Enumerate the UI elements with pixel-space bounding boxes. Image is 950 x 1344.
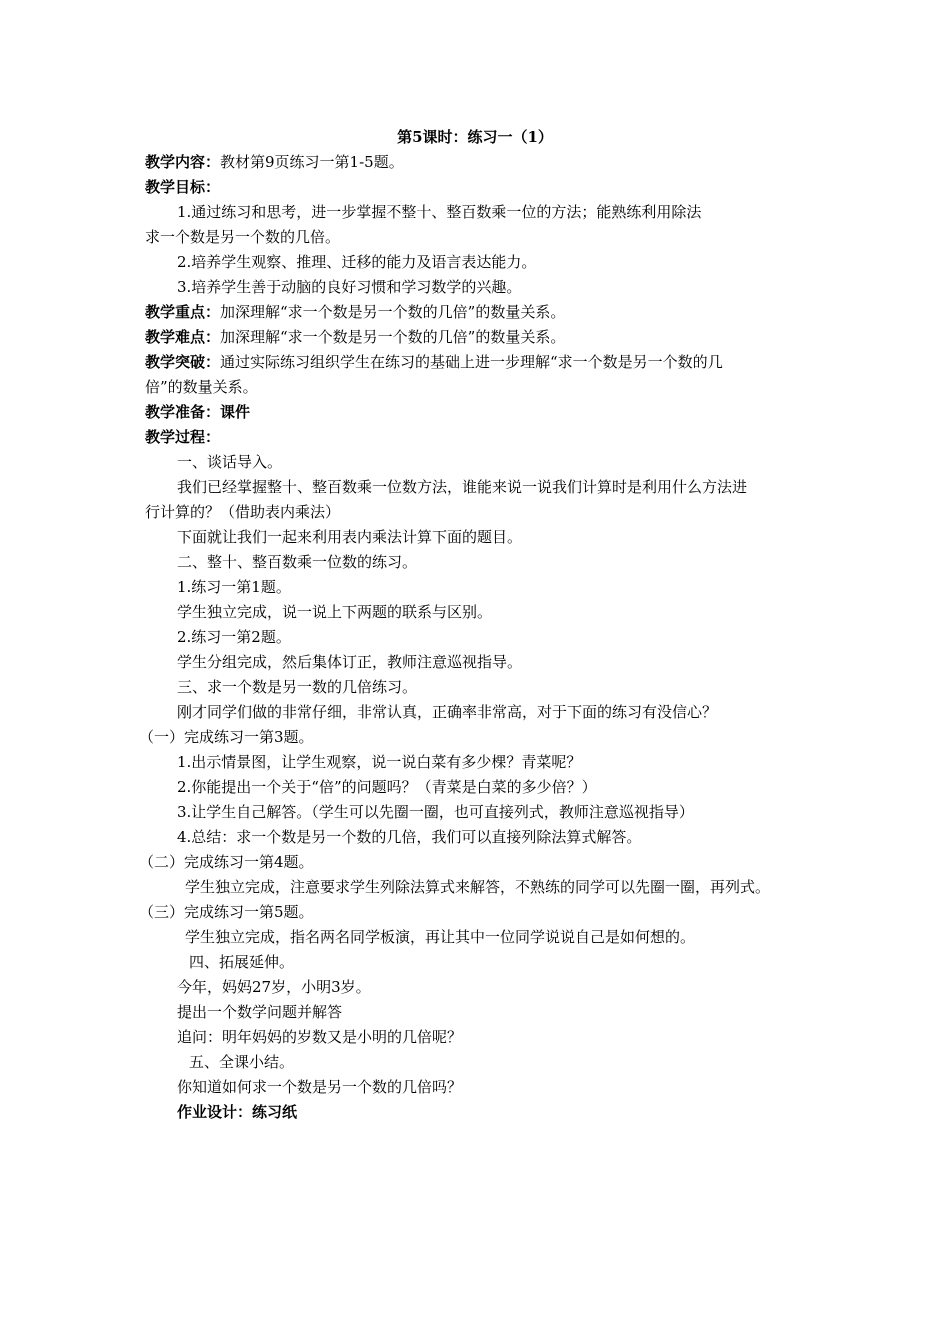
process-line: 3.让学生自己解答。（学生可以先圈一圈，也可直接列式，教师注意巡视指导） <box>177 803 694 821</box>
process-line: 1.练习一第1题。 <box>177 578 291 596</box>
lesson-title: 第5课时：练习一（1） <box>397 128 553 146</box>
difficulty-label: 教学难点： <box>145 328 221 346</box>
difficulty-row <box>145 325 825 350</box>
homework-text: 练习纸 <box>252 1103 298 1121</box>
process-line: 学生独立完成，注意要求学生列除法算式来解答，不熟练的同学可以先圈一圈，再列式。 <box>185 878 771 896</box>
key-point-row <box>145 300 825 325</box>
homework-row <box>145 1100 825 1125</box>
process-line: 1.出示情景图，让学生观察，说一说白菜有多少棵？青菜呢？ <box>177 753 582 771</box>
objectives-label: 教学目标： <box>145 178 221 196</box>
process-line: 四、拓展延伸。 <box>189 953 295 971</box>
process-line: （一）完成练习一第3题。 <box>139 728 314 746</box>
content-text: 教材第9页练习一第1-5题。 <box>220 153 404 171</box>
process-row <box>145 425 825 450</box>
process-line: 你知道如何求一个数是另一个数的几倍吗？ <box>177 1078 463 1096</box>
process-line: 我们已经掌握整十、整百数乘一位数方法，谁能来说一说我们计算时是利用什么方法进 <box>177 478 748 496</box>
process-line: 刚才同学们做的非常仔细，非常认真，正确率非常高，对于下面的练习有没信心？ <box>177 703 718 721</box>
breakthrough-label: 教学突破： <box>145 353 221 371</box>
key-point-label: 教学重点： <box>145 303 221 321</box>
process-line: 4.总结：求一个数是另一个数的几倍，我们可以直接列除法算式解答。 <box>177 828 642 846</box>
process-line: （三）完成练习一第5题。 <box>139 903 314 921</box>
process-line: 学生独立完成，指名两名同学板演，再让其中一位同学说说自己是如何想的。 <box>185 928 696 946</box>
process-line: 下面就让我们一起来利用表内乘法计算下面的题目。 <box>177 528 523 546</box>
process-line: 2.你能提出一个关于“倍”的问题吗？（青菜是白菜的多少倍？） <box>177 778 597 796</box>
preparation-label: 教学准备： <box>145 403 221 421</box>
preparation-row <box>145 400 825 425</box>
content-label: 教学内容： <box>145 153 221 171</box>
objective-1-line-1: 1.通过练习和思考，进一步掌握不整十、整百数乘一位的方法；能熟练利用除法 <box>177 203 702 221</box>
objective-1-line-2: 求一个数是另一个数的几倍。 <box>145 228 341 246</box>
process-line: 今年，妈妈27岁，小明3岁。 <box>177 978 371 996</box>
breakthrough-text-1: 通过实际练习组织学生在练习的基础上进一步理解“求一个数是另一个数的几 <box>220 353 723 371</box>
lesson-body <box>139 150 825 1125</box>
process-line: 一、谈话导入。 <box>177 453 283 471</box>
objectives-row <box>145 175 825 200</box>
process-line: 追问：明年妈妈的岁数又是小明的几倍呢？ <box>177 1028 463 1046</box>
homework-label: 作业设计： <box>177 1103 253 1121</box>
process-line: 二、整十、整百数乘一位数的练习。 <box>177 553 418 571</box>
content-row <box>145 150 825 175</box>
preparation-text: 课件 <box>220 403 251 421</box>
process-line: 五、全课小结。 <box>189 1053 295 1071</box>
process-line: 行计算的？（借助表内乘法） <box>145 503 341 521</box>
breakthrough-row <box>145 350 825 375</box>
process-line: 2.练习一第2题。 <box>177 628 291 646</box>
process-line: 三、求一个数是另一数的几倍练习。 <box>177 678 418 696</box>
key-point-text: 加深理解“求一个数是另一个数的几倍”的数量关系。 <box>220 303 566 321</box>
objective-2: 2.培养学生观察、推理、迁移的能力及语言表达能力。 <box>177 253 537 271</box>
difficulty-text: 加深理解“求一个数是另一个数的几倍”的数量关系。 <box>220 328 566 346</box>
process-line: 学生独立完成，说一说上下两题的联系与区别。 <box>177 603 493 621</box>
process-line: （二）完成练习一第4题。 <box>139 853 314 871</box>
process-line: 学生分组完成，然后集体订正，教师注意巡视指导。 <box>177 653 523 671</box>
process-label: 教学过程： <box>145 428 221 446</box>
process-line: 提出一个数学问题并解答 <box>177 1003 343 1021</box>
objective-3: 3.培养学生善于动脑的良好习惯和学习数学的兴趣。 <box>177 278 522 296</box>
breakthrough-text-2: 倍”的数量关系。 <box>145 378 258 396</box>
